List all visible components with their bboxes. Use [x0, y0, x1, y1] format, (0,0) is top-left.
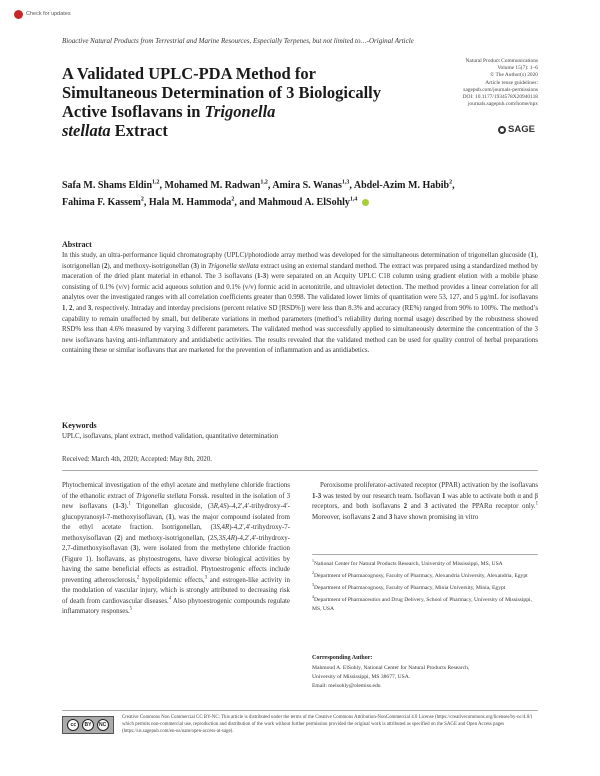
title-line-3: Active Isoflavans in Trigonella [62, 102, 276, 121]
orcid-icon[interactable] [362, 199, 369, 206]
title-line-2: Simultaneous Determination of 3 Biologically [62, 83, 381, 102]
check-updates-label: Check for updates [26, 11, 71, 17]
journal-home-link[interactable]: journals.sagepub.com/home/npx [467, 101, 538, 108]
author: Fahima F. Kassem$^2$, [62, 196, 149, 208]
doi[interactable]: DOI: 10.1177/1934578X20940118 [462, 94, 538, 101]
cc-license-badge[interactable] [62, 716, 114, 734]
affiliation: $^2$Department of Pharmacognosy, Faculty of Pharmacy, Alexandria University, Alexandria, Egypt [312, 571, 528, 579]
keywords-heading: Keywords [62, 421, 97, 430]
abstract-text: In this study, an ultra-performance liquid chromatography (UPLC)/photodiode array method was developed for the simultaneous determination of trigonellan glucoside (1), isotrigonellan (2), and methoxy-isotrigonellan (3) in Trigonella stellata extract using an external standard method. The extract was prepared using a standardized method by maceration of the dried plant material in ethanol. The 3 isoflavans (1-3) were separated on an Acquity UPLC C18 column using gradient elution with a mobile phase consisting of 0.1% (v/v) formic acid aqueous solution and 0.1% (v/v) formic acid in acetonitrile, and ultraviolet detection. The method provides a linear correlation for all analytes over the investigated ranges with all correlation coefficients greater than 0.998. The validated lower limits of quantitation were 53, 127, and 5 μg/mL for isoflavans 1, 2, and 3, respectively. Intraday and interday precisions (percent relative SD [RSD%]) were less than 8.3% and accuracy (RE%) ranged from 90% to 100%. The method’s capability to remain unaffected by small, but deliberate variations in method parameters (method’s reliability during normal usage) described by the robustness showed RSD% less than 4.6% measured by varying 3 different parameters. The validated method was successfully applied to simultaneously determine the concentration of the 3 new isoflavans having anti-inflammatory and antidiabetic activities. The results revealed that the validated method can be used for quality control of herbal preparations containing these or similar isoflavans that are marketed for the prevention of inflammation and as antidiabetics. [62, 252, 538, 355]
received-dates: Received: March 4th, 2020; Accepted: May 8th, 2020. [62, 456, 213, 463]
author: Amira S. Wanas$^{1,3}$, [272, 179, 354, 191]
affiliation-divider [312, 554, 538, 555]
title-line-1: A Validated UPLC-PDA Method for [62, 64, 316, 83]
corresponding-author: Mahmoud A. ElSohly, National Center for Natural Products Research, University of Mississippi, MS 38677, USA. Email: melsohly@olemiss.edu [312, 664, 538, 691]
author: Mahmoud A. ElSohly$^{1,4}$ [257, 196, 358, 208]
author: Hala M. Hammoda$^2$, and [148, 196, 258, 208]
abstract-heading: Abstract [62, 240, 92, 249]
keywords-text: UPLC, isoflavans, plant extract, method validation, quantitative determination [62, 433, 279, 440]
crossmark-icon [14, 10, 23, 19]
permissions-link[interactable]: sagepub.com/journals-permissions [463, 86, 538, 93]
affiliations [312, 560, 538, 617]
check-for-updates-badge[interactable] [14, 8, 71, 20]
article-title [62, 64, 392, 140]
sage-logo: SAGE [498, 124, 535, 135]
author: Safa M. Shams Eldin$^{1,2}$, [62, 179, 165, 191]
author-email[interactable]: Email: melsohly@olemiss.edu [312, 683, 381, 689]
by-icon: BY [82, 719, 94, 731]
footer-divider [62, 710, 538, 711]
sage-logo-icon [498, 126, 506, 134]
affiliation: $^4$Department of Pharmaceutics and Drug Delivery, School of Pharmacy, University of Mississippi, MS, USA [312, 595, 532, 612]
author: Mohamed M. Radwan$^{1,2}$, [164, 179, 273, 191]
affiliation: $^3$Department of Pharmacognosy, Faculty of Pharmacy, Minia University, Minia, Egypt [312, 583, 506, 591]
reuse-guidelines-label: Article reuse guidelines: [485, 79, 538, 86]
copyright: © The Author(s) 2020 [490, 72, 538, 79]
body-left-column: Phytochemical investigation of the ethyl acetate and methylene chloride fractions of the ethanolic extract of Trigonella stellata Forssk. resulted in the isolation of 3 new isoflavans (1-3).$^1$ Trigonellan glucoside, (3R,4S)–4,2′,4′-trihydroxy-4′-glucopyranosyl-7-methoxyisoflavan, (1), was the major compound isolated from the ethyl acetate fraction. Isotrigonellan, (3S,4R)-4,2′,4′-trihydroxy-7-methoxyisoflavan (2) and methoxy-isotrigonellan, (2S,3S,4R)-4,2′,4′-trihydroxy-2,7-dimethoxyisoflavan (3), were isolated from the methylene chloride fraction (Figure 1). Isoflavans, as phytoestrogens, have diverse biological activities by having the same beneficial effects as estradiol. Phytoestrogenic effects include preventing atherosclerosis,$^2$ hypolipidemic effects,$^3$ and estrogen-like activity in the modulation of vascular injury, which is strongly attributed to decreasing risk of death from cardiovascular diseases.$^4$ Also phytoestrogenic compounds regulate inflammatory responses.$^5$ [62, 482, 291, 615]
title-line-4: stellata Extract [62, 121, 168, 140]
corresponding-author-heading: Corresponding Author: [312, 655, 373, 661]
divider [62, 470, 538, 471]
affiliation: $^1$National Center for Natural Products Research, University of Mississippi, MS, USA [312, 559, 503, 567]
license-text: Creative Commons Non Commercial CC BY-NC: This article is distributed under the terms of the Creative Commons Attribution-NonCommercial 4.0 License (https://creativecommons.org/licenses/by-nc/4.0/) which permits non-commercial use, reproduction and distribution of the work without further permission provided the original work is attributed as specified on the SAGE and Open Access pages (https://us.sagepub.com/en-us/nam/open-access-at-sage). [122, 715, 533, 735]
journal-info [410, 58, 538, 108]
cc-icon: cc [67, 719, 79, 731]
nc-icon: NC [97, 719, 109, 731]
series-title: Bioactive Natural Products from Terrestrial and Marine Resources, Especially Terpenes, but not limited to…-Original Article [62, 37, 414, 45]
author-list [62, 177, 562, 211]
author: Abdel-Azim M. Habib$^2$, [353, 179, 455, 191]
journal-name: Natural Product Communications [465, 58, 538, 64]
body-right-column: Peroxisome proliferator-activated receptor (PPAR) activation by the isoflavans 1-3 was tested by our research team. Isoflavan 1 was able to activate both α and β receptors, and both isoflavans 2 and 3 activated the PPARα receptor only.$^1$ Moreover, isoflavans 2 and 3 have shown promising in vitro [312, 482, 538, 521]
journal-volume: Volume 15(7): 1–6 [497, 65, 538, 72]
